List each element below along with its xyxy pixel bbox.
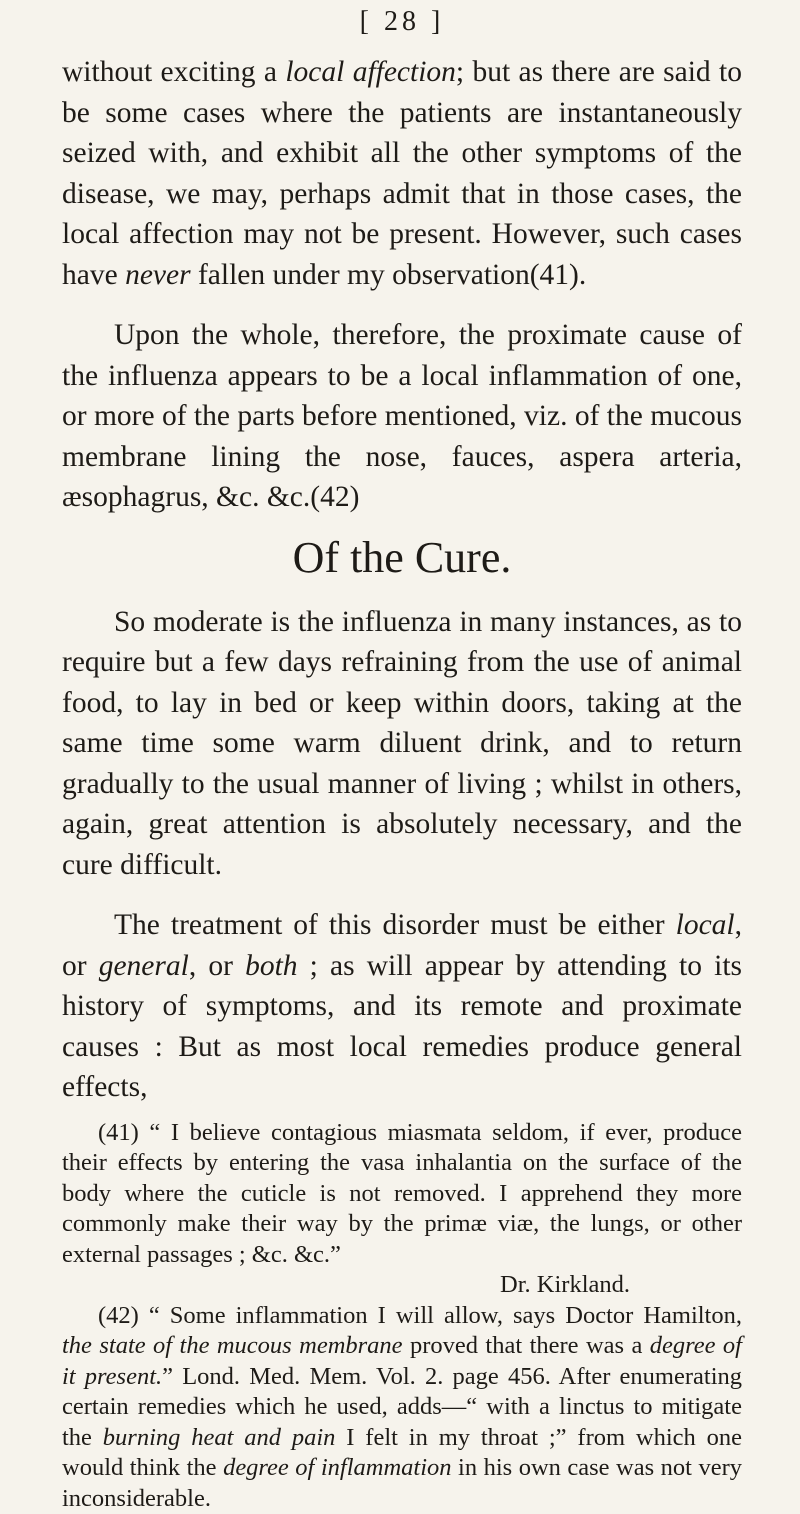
text-run: (41) “ I believe contagious miasmata seldom, if ever, produce their effects by entering the vasa inhalantia on the surface of the body where the cuticle is not removed. I apprehend they more commonly make their way by the primæ viæ, the lungs, or other external passages ; &c. &c.”	[62, 1119, 742, 1268]
paragraph-moderate-influenza	[62, 602, 742, 886]
footnote-41	[62, 1118, 742, 1271]
italic-text-run: the state of the mucous membrane	[62, 1332, 403, 1359]
text-run: (42) “ Some inflammation I will allow, says Doctor Hamilton,	[98, 1302, 742, 1329]
italic-text-run: degree of inflammation	[223, 1454, 451, 1481]
text-run: , or	[62, 909, 742, 982]
paragraph-treatment	[62, 905, 742, 1108]
page-number: [ 28 ]	[62, 0, 742, 52]
section-heading-cure: Of the Cure.	[62, 528, 742, 588]
text-run: ; but as there are said to be some cases where the patients are instantaneously seized with, and exhibit all the other symptoms of the disease, we may, perhaps admit that in those cases, the local affection may not be present. However, such cases have	[62, 56, 742, 291]
body-text	[62, 52, 742, 1108]
italic-text-run: local affection	[285, 56, 456, 88]
text-run: ; as will appear by attending to its history of symptoms, and its remote and proximate causes : But as most local remedies produce general effects,	[62, 950, 742, 1104]
italic-text-run: general	[99, 950, 189, 982]
text-run: Upon the whole, therefore, the proximate cause of the influenza appears to be a local inflammation of one, or more of the parts before mentioned, viz. of the mucous membrane lining the nose, fauces, aspera arteria, æsophagrus, &c. &c.(42)	[62, 319, 742, 513]
italic-text-run: never	[125, 259, 191, 291]
text-run: ” Lond. Med. Mem. Vol. 2. page 456. After enumerating certain remedies which he used, adds—“ with a linctus to mitigate the	[62, 1363, 742, 1451]
text-run: fallen under my observation(41).	[191, 259, 587, 291]
text-run: without exciting a	[62, 56, 285, 88]
footnote-42	[62, 1301, 742, 1514]
text-run: proved that there was a	[403, 1332, 650, 1359]
paragraph-proximate-cause	[62, 315, 742, 518]
footnote-41-signature: Dr. Kirkland.	[62, 1270, 742, 1301]
text-run: So moderate is the influenza in many instances, as to require but a few days refraining from the use of animal food, to lay in bed or keep within doors, taking at the same time some warm diluent drink, and to return gradually to the usual manner of living ; whilst in others, again, great attention is absolutely necessary, and the cure difficult.	[62, 606, 742, 881]
text-run: , or	[189, 950, 245, 982]
paragraph-local-affection	[62, 52, 742, 295]
footnotes	[62, 1118, 742, 1514]
text-run: I felt in my throat ;” from which one would think the	[62, 1424, 742, 1482]
text-run: in his own case was not very inconsiderable.	[62, 1454, 742, 1512]
italic-text-run: local	[676, 909, 735, 941]
italic-text-run: both	[245, 950, 297, 982]
italic-text-run: degree of it present.	[62, 1332, 742, 1390]
italic-text-run: burning heat and pain	[103, 1424, 336, 1451]
text-run: The treatment of this disorder must be either	[114, 909, 676, 941]
